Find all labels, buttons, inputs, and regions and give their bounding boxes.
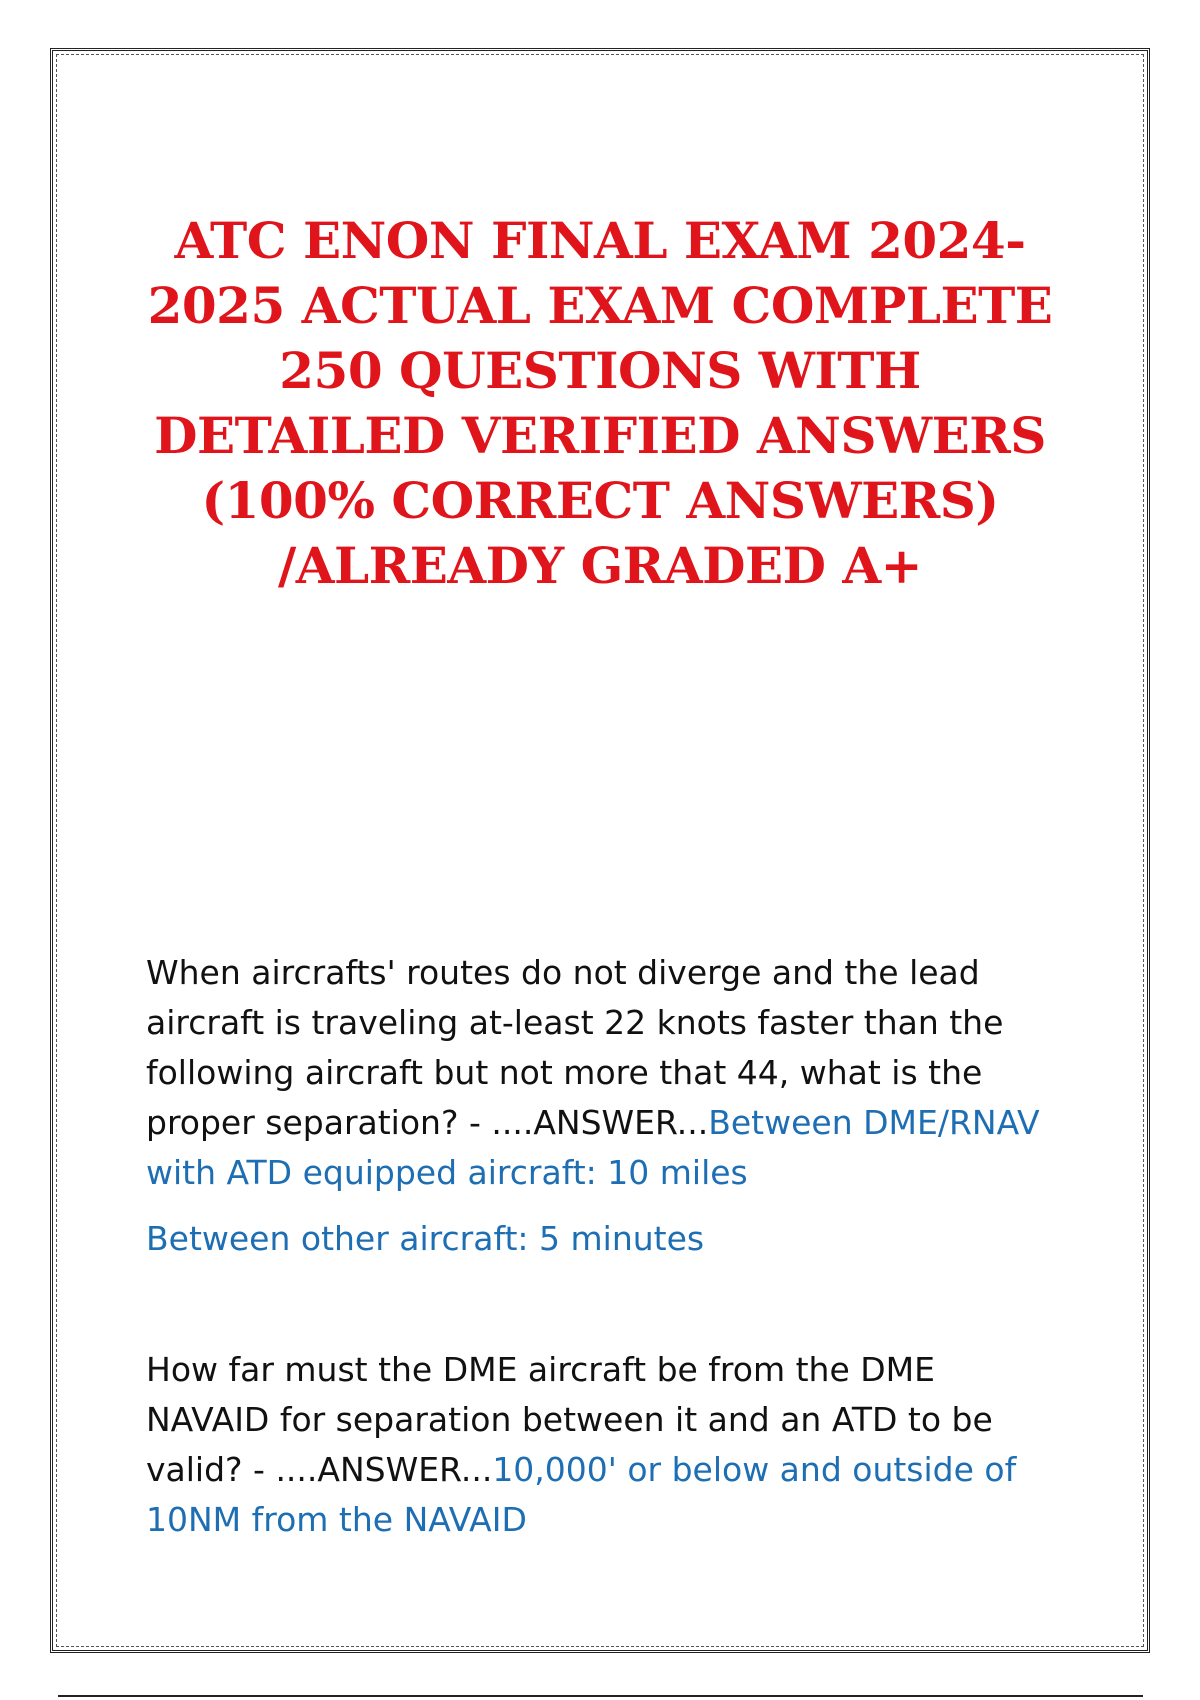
question-text: How far must the DME aircraft be from the DME NAVAID for separation between it and an ATD to be valid? - ....ANSWER... [146, 1350, 993, 1489]
qa-item [146, 1345, 1066, 1545]
answer-text-extra: Between other aircraft: 5 minutes [146, 1219, 705, 1258]
question-text: When aircrafts' routes do not diverge and the lead aircraft is traveling at-least 22 knots faster than the following aircraft but not more that 44, what is the proper separation? - ....ANSWER... [146, 953, 1004, 1142]
document-title: ATC ENON FINAL EXAM 2024-2025 ACTUAL EXAM COMPLETE 250 QUESTIONS WITH DETAILED VERIFIED ANSWERS (100% CORRECT ANSWERS) /ALREADY GRADED A+ [147, 211, 1053, 595]
bottom-divider [58, 1695, 1143, 1697]
qa-paragraph [146, 948, 1066, 1198]
answer-text: 10,000' or below and outside of 10NM from the NAVAID [146, 1450, 1017, 1539]
qa-paragraph [146, 1345, 1066, 1545]
qa-item [146, 948, 1066, 1264]
answer-text: Between DME/RNAV with ATD equipped aircraft: 10 miles [146, 1103, 1040, 1192]
